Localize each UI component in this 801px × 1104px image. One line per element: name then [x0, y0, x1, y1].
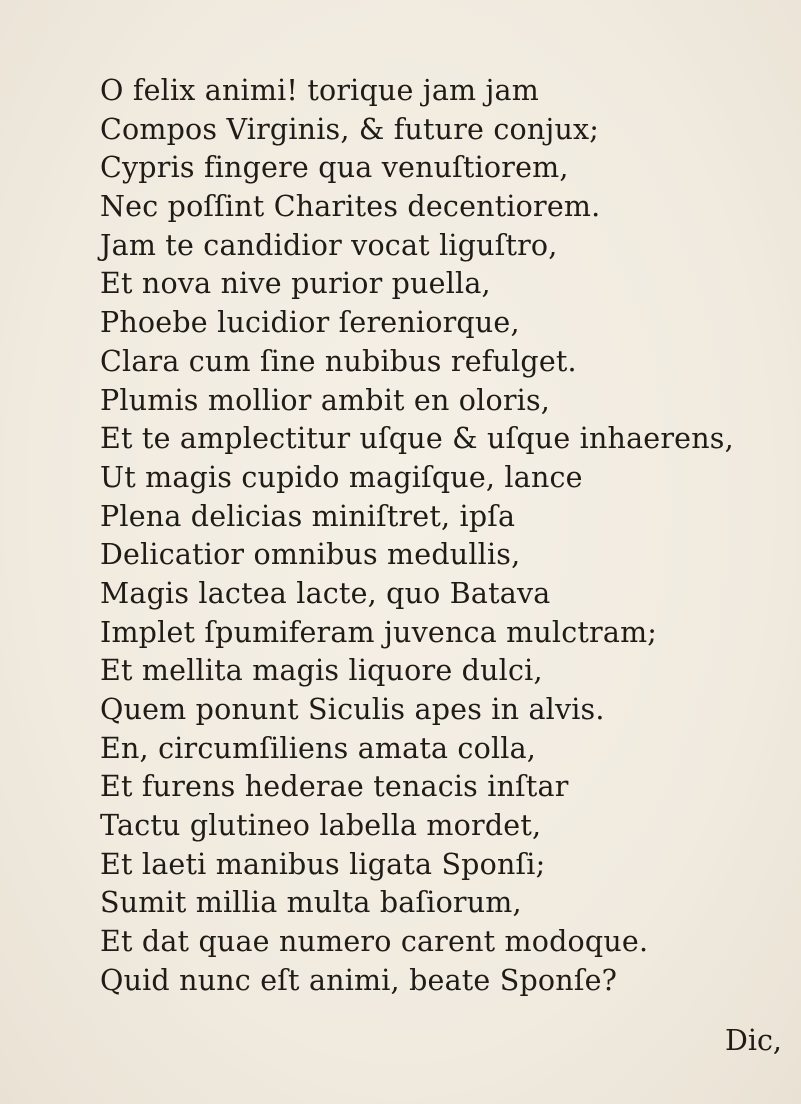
poem-line: Implet ſpumiferam juvenca mulctram; — [100, 615, 658, 649]
poem-line: Plena delicias miniſtret, ipſa — [100, 499, 516, 533]
catchword: Dic, — [725, 1024, 782, 1057]
poem-line: Clara cum ſine nubibus refulget. — [100, 344, 577, 378]
poem-line: Magis lactea lacte, quo Batava — [100, 576, 551, 610]
poem-line: Jam te candidior vocat liguſtro, — [100, 228, 558, 262]
poem-line: Et mellita magis liquore dulci, — [100, 654, 543, 688]
poem-line: Nec poſſint Charites decentiorem. — [100, 190, 601, 224]
poem-line: Phoebe lucidior ſereniorque, — [100, 306, 520, 340]
poem-line: Et furens hederae tenacis inſtar — [100, 770, 569, 804]
poem-line: Cypris fingere qua venuſtiorem, — [100, 151, 569, 185]
poem-line: Tactu glutineo labella mordet, — [100, 809, 542, 843]
poem-line: Ut magis cupido magiſque, lance — [100, 460, 583, 494]
poem-line: O felix animi! torique jam jam — [100, 74, 539, 107]
poem-text — [100, 72, 780, 1001]
poem-line: Et laeti manibus ligata Sponſi; — [100, 847, 546, 881]
poem-line: Et te amplectitur uſque & uſque inhaerens, — [100, 422, 734, 456]
poem-line: En, circumſiliens amata colla, — [100, 731, 537, 765]
poem-line: Plumis mollior ambit en oloris, — [100, 383, 551, 417]
poem-line: Delicatior omnibus medullis, — [100, 538, 521, 572]
poem-line: Quem ponunt Siculis apes in alvis. — [100, 693, 605, 726]
poem-line: Quid nunc eſt animi, beate Sponſe? — [100, 963, 618, 997]
poem-line: Sumit millia multa baſiorum, — [100, 886, 522, 920]
poem-line: Et dat quae numero carent modoque. — [100, 925, 649, 959]
poem-line: Compos Virginis, & future conjux; — [100, 112, 600, 146]
poem-line: Et nova nive purior puella, — [100, 267, 491, 301]
